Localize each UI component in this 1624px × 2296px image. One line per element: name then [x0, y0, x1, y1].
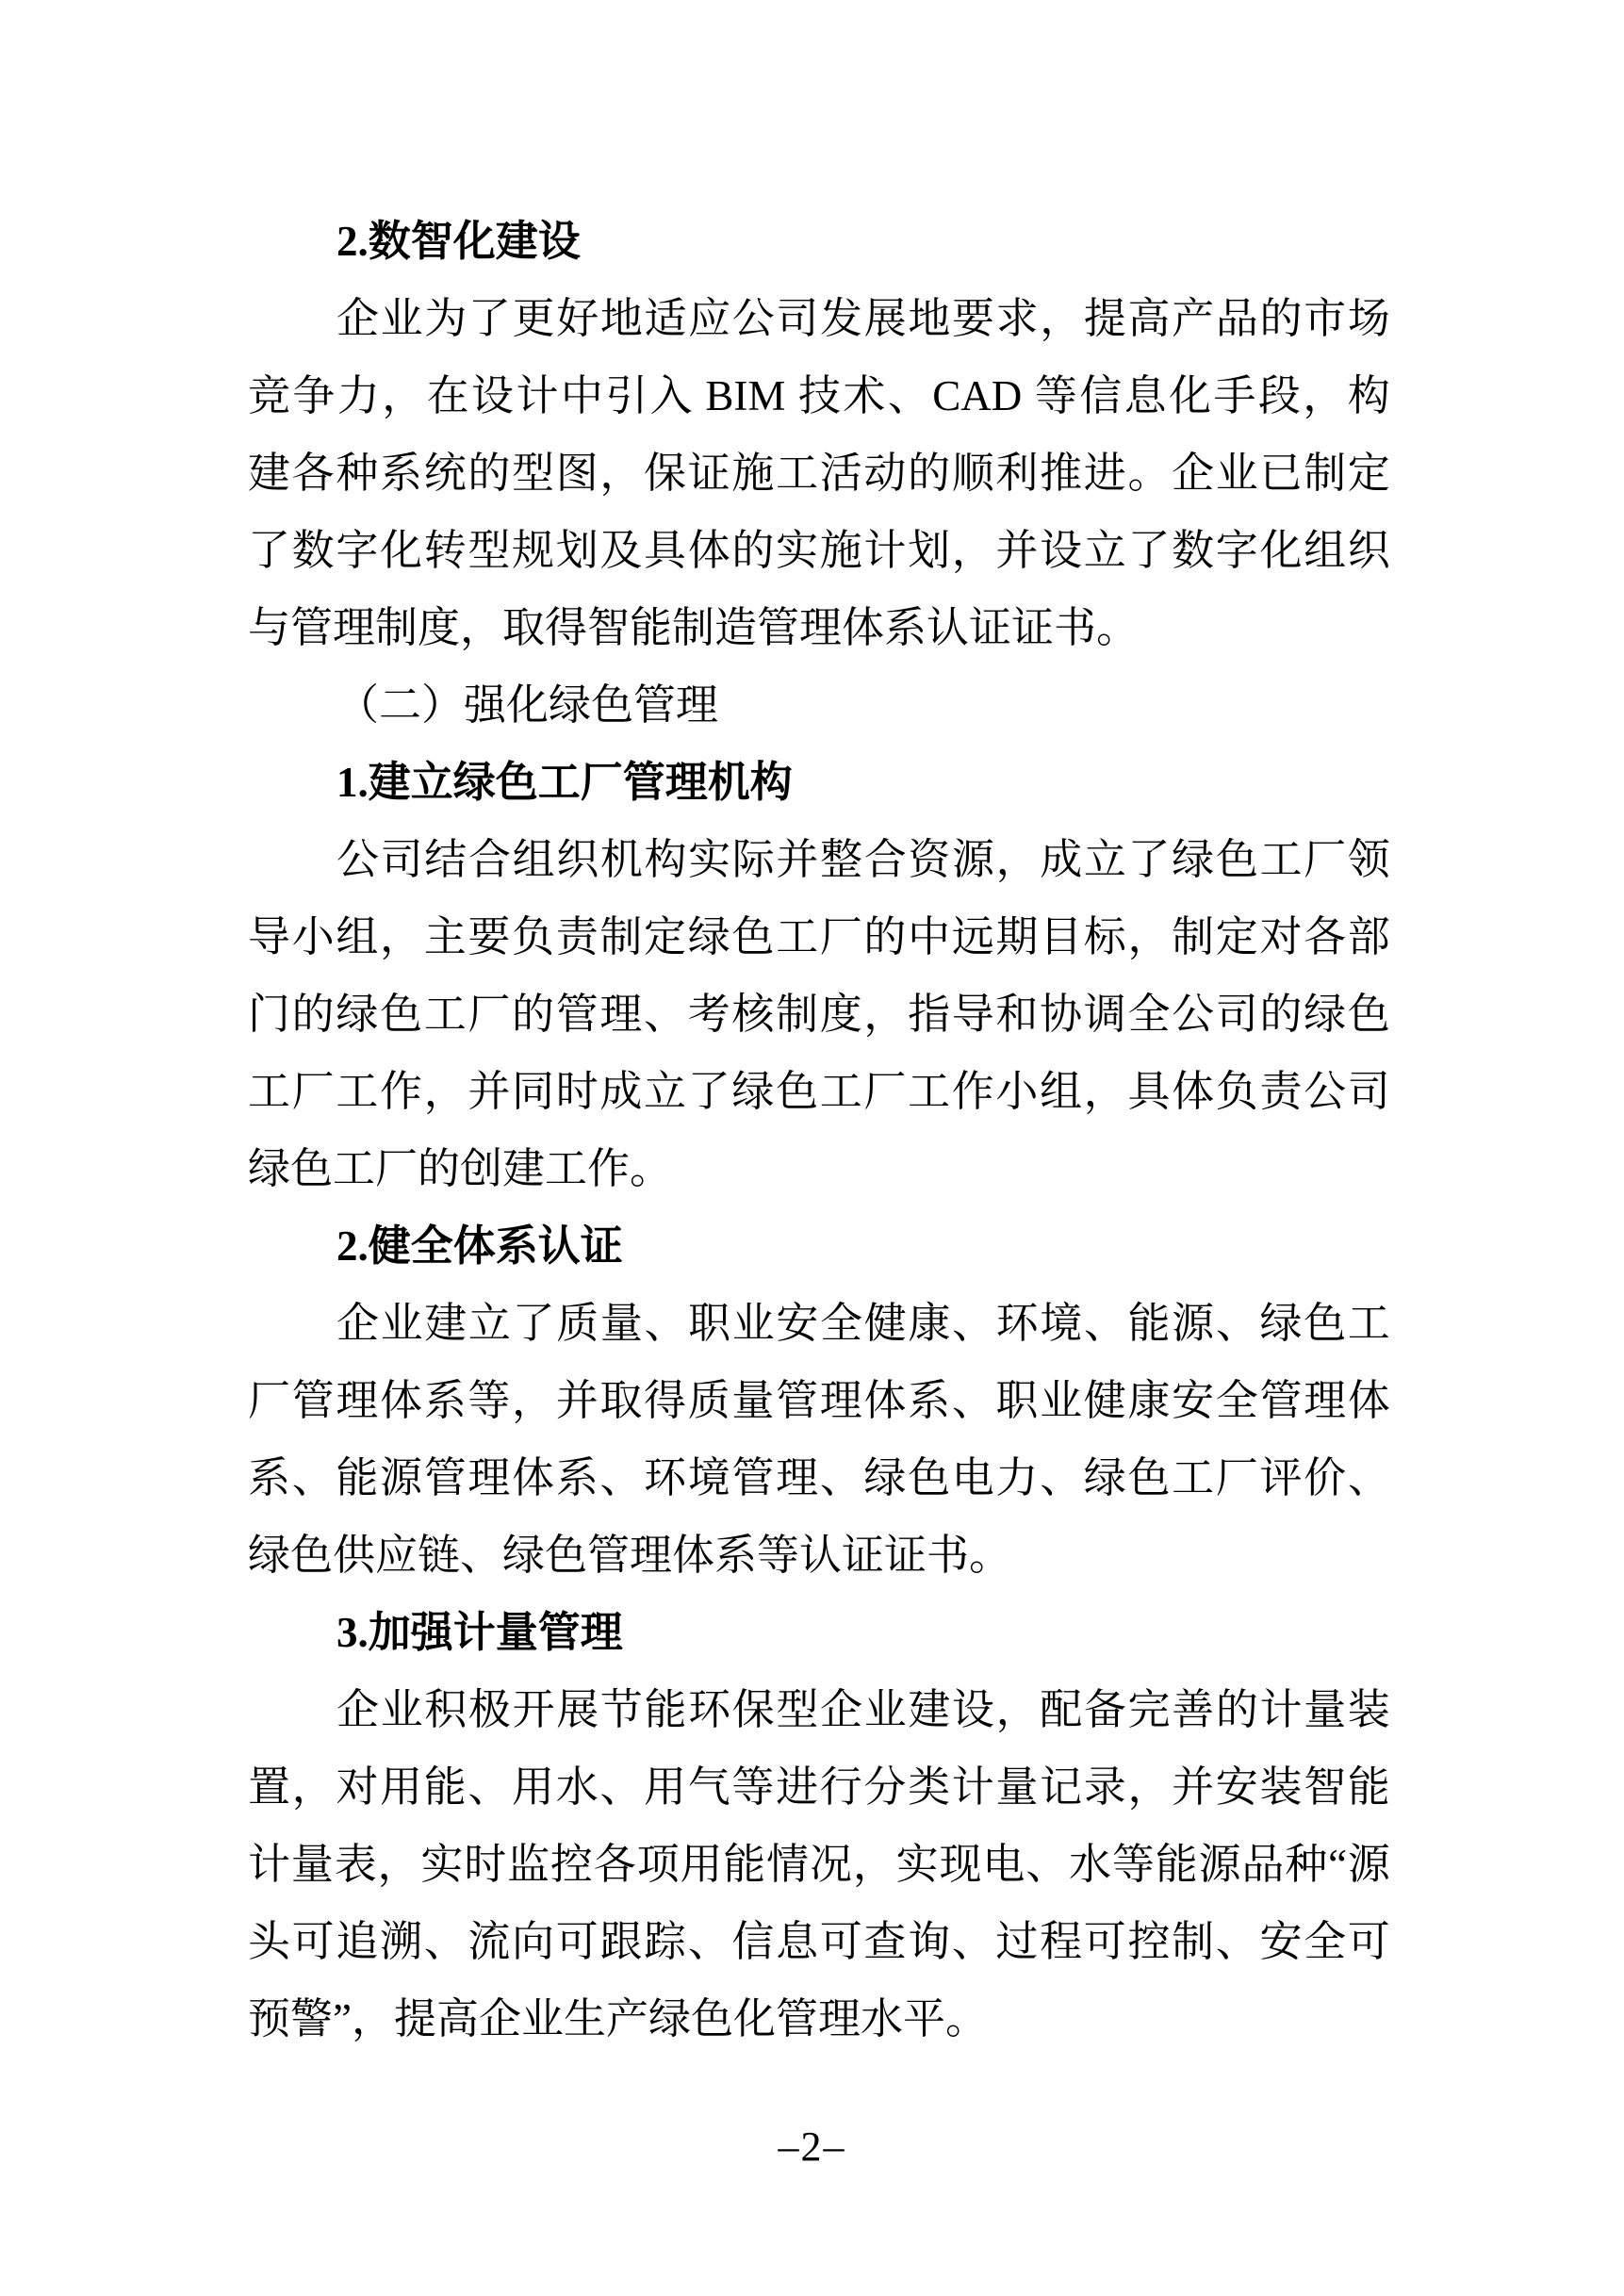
paragraph-line: 企 业 为 了 更 好 地 适 应 公 司 发 展 地 要 求 ， 提 高 产 品 的 市 场 — [336, 295, 1390, 342]
paragraph-line: 绿色供应链、绿色管理体系等认证证书。 — [248, 1532, 1012, 1579]
paragraph-line: 建 各 种 系 统 的 型 图 ， 保 证 施 工 活 动 的 顺 利 推 进 。 企 业 已 制 定 — [248, 450, 1390, 497]
paragraph-line: 企 业 建 立 了 质 量 、 职 业 安 全 健 康 、 环 境 、 能 源 、 绿 色 工 — [336, 1300, 1390, 1347]
paragraph-line: 了 数 字 化 转 型 规 划 及 具 体 的 实 施 计 划 ， 并 设 立 了 数 字 化 组 织 — [248, 527, 1390, 574]
paragraph-line: 预警”，提高企业生产绿色化管理水平。 — [248, 1995, 988, 2042]
heading-green-factory-organization: 1.建立绿色工厂管理机构 — [336, 759, 793, 806]
document-body — [248, 203, 1390, 2058]
paragraph-line: 工 厂 工 作 ， 并 同 时 成 立 了 绿 色 工 厂 工 作 小 组 ， 具 体 负 责 公 司 — [248, 1068, 1390, 1115]
paragraph-line: 计 量 表 ， 实 时 监 控 各 项 用 能 情 况 ， 实 现 电 、 水 等 能 源 品 种 “ 源 — [248, 1841, 1390, 1888]
page-number: –2– — [778, 2124, 846, 2170]
paragraph-line: 置 ， 对 用 能 、 用 水 、 用 气 等 进 行 分 类 计 量 记 录 ， 并 安 装 智 能 — [248, 1763, 1390, 1811]
paragraph-line: 系 、 能 源 管 理 体 系 、 环 境 管 理 、 绿 色 电 力 、 绿 色 工 厂 评 价 、 — [248, 1454, 1390, 1501]
subsection-heading-green-management: （二）强化绿色管理 — [336, 681, 719, 729]
paragraph-line: 企 业 积 极 开 展 节 能 环 保 型 企 业 建 设 ， 配 备 完 善 的 计 量 装 — [336, 1686, 1390, 1733]
heading-digital-construction: 2.数智化建设 — [336, 218, 581, 265]
paragraph-line: 门 的 绿 色 工 厂 的 管 理 、 考 核 制 度 ， 指 导 和 协 调 全 公 司 的 绿 色 — [248, 991, 1390, 1038]
paragraph-line: 导 小 组 ， 主 要 负 责 制 定 绿 色 工 厂 的 中 远 期 目 标 ， 制 定 对 各 部 — [248, 913, 1390, 960]
heading-system-certification: 2.健全体系认证 — [336, 1222, 623, 1270]
paragraph-line: 公 司 结 合 组 织 机 构 实 际 并 整 合 资 源 ， 成 立 了 绿 色 工 厂 领 — [336, 836, 1390, 883]
paragraph-line: 绿色工厂的创建工作。 — [248, 1145, 673, 1192]
paragraph-line: 头 可 追 溯 、 流 向 可 跟 踪 、 信 息 可 查 询 、 过 程 可 控 制 、 安 全 可 — [248, 1918, 1390, 1965]
heading-measurement-management: 3.加强计量管理 — [336, 1609, 623, 1656]
paragraph-line: 与管理制度，取得智能制造管理体系认证证书。 — [248, 604, 1140, 651]
paragraph-line: 厂 管 理 体 系 等 ， 并 取 得 质 量 管 理 体 系 、 职 业 健 康 安 全 管 理 体 — [248, 1377, 1390, 1424]
paragraph-line: 竞 争 力 ， 在 设 计 中 引 入 BIM 技 术 、 CAD 等 信 息 化 手 段 ， 构 — [248, 372, 1390, 419]
